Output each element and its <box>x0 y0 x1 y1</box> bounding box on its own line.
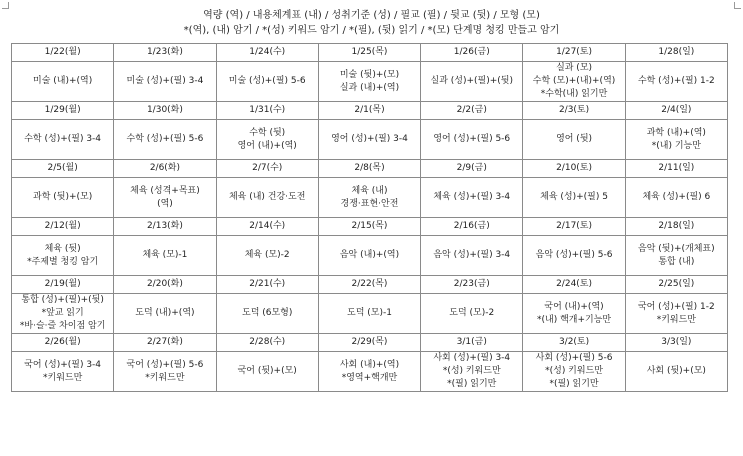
legend-header <box>0 8 743 38</box>
date-cell: 1/22(월) <box>12 44 114 62</box>
date-cell: 2/24(토) <box>523 276 625 294</box>
task-line: *바·슬·즐 차이점 암기 <box>19 321 106 331</box>
task-cell <box>523 352 625 392</box>
task-cell <box>318 352 420 392</box>
task-cell <box>625 62 727 102</box>
date-cell: 3/3(일) <box>625 334 727 352</box>
task-cell <box>12 294 114 334</box>
task-line: 미술 (내)+(역) <box>33 76 93 86</box>
task-line: *영역+핵개만 <box>341 372 398 383</box>
task-cell <box>421 294 523 334</box>
task-line: 음악 (뒷)+(개체표) <box>638 243 715 254</box>
date-cell: 1/28(일) <box>625 44 727 62</box>
task-line: 체육 (성)+(필) 6 <box>642 192 711 202</box>
task-line: 도덕 (모)-2 <box>449 308 495 318</box>
task-cell <box>12 62 114 102</box>
task-line: 체육 (성)+(필) 5 <box>540 192 608 202</box>
task-cell <box>523 62 625 102</box>
date-cell: 2/9(금) <box>421 160 523 178</box>
task-line: 수학 (모)+(내)+(역) <box>532 76 616 86</box>
task-line: *키워드만 <box>656 314 696 325</box>
task-cell <box>12 236 114 276</box>
legend-line-1: 역량 (역) / 내용체계표 (내) / 성취기준 (성) / 필교 (필) / 뒷교 (뒷) / 모형 (모) <box>203 10 540 21</box>
date-cell: 2/22(목) <box>318 276 420 294</box>
task-line: *(내) 기능만 <box>651 140 701 151</box>
date-cell: 3/1(금) <box>421 334 523 352</box>
task-line: 수학 (성)+(필) 5-6 <box>126 134 204 144</box>
task-cell <box>12 178 114 218</box>
legend-line-2: *(역), (내) 암기 / *(성) 키워드 암기 / *(필), (뒷) 읽기 / *(모) 단계명 청킹 만들고 암기 <box>183 25 560 36</box>
date-cell: 2/26(월) <box>12 334 114 352</box>
task-line: *(필) 읽기만 <box>447 379 497 389</box>
date-cell: 2/1(목) <box>318 102 420 120</box>
task-cell <box>625 178 727 218</box>
task-line: 체육 (내) <box>351 185 388 196</box>
date-cell: 2/14(수) <box>216 218 318 236</box>
task-line: *(필) 읽기만 <box>549 379 599 389</box>
task-cell <box>318 236 420 276</box>
date-cell: 1/26(금) <box>421 44 523 62</box>
date-cell: 2/28(수) <box>216 334 318 352</box>
task-cell <box>114 62 216 102</box>
task-cell <box>523 236 625 276</box>
task-cell <box>114 352 216 392</box>
date-cell: 2/10(토) <box>523 160 625 178</box>
task-line: 도덕 (6모형) <box>242 308 293 318</box>
task-line: 미술 (뒷)+(모) <box>339 69 400 80</box>
task-cell <box>114 294 216 334</box>
task-cell <box>114 178 216 218</box>
task-line: 과학 (내)+(역) <box>646 127 706 138</box>
task-line: 사회 (성)+(필) 5-6 <box>535 353 613 363</box>
task-row <box>12 236 728 276</box>
task-line: 사회 (성)+(필) 3-4 <box>433 353 511 363</box>
task-line: 체육 (성격+목표) <box>130 185 200 196</box>
date-cell: 2/5(월) <box>12 160 114 178</box>
date-cell: 2/19(월) <box>12 276 114 294</box>
task-cell <box>12 352 114 392</box>
task-cell <box>216 178 318 218</box>
date-row <box>12 334 728 352</box>
date-cell: 2/18(일) <box>625 218 727 236</box>
task-line: 통합 (내) <box>658 256 695 267</box>
task-line: 국어 (성)+(필) 3-4 <box>24 359 102 370</box>
date-cell: 2/15(목) <box>318 218 420 236</box>
task-line: 수학 (성)+(필) 1-2 <box>637 76 715 86</box>
study-schedule-table <box>11 43 728 392</box>
date-cell: 1/24(수) <box>216 44 318 62</box>
task-cell <box>216 62 318 102</box>
task-cell <box>421 352 523 392</box>
date-row <box>12 218 728 236</box>
task-cell <box>523 120 625 160</box>
date-cell: 2/6(화) <box>114 160 216 178</box>
task-line: *(성) 키워드만 <box>442 366 501 376</box>
task-line: 체육 (뒷) <box>44 243 81 254</box>
task-cell <box>216 294 318 334</box>
task-cell <box>421 120 523 160</box>
task-cell <box>625 236 727 276</box>
task-cell <box>216 352 318 392</box>
task-line: 국어 (성)+(필) 1-2 <box>637 301 715 312</box>
task-line: 국어 (내)+(역) <box>544 301 604 312</box>
date-cell: 1/23(화) <box>114 44 216 62</box>
task-cell <box>114 236 216 276</box>
date-cell: 1/31(수) <box>216 102 318 120</box>
date-row <box>12 44 728 62</box>
task-line: 수학 (뒷) <box>249 127 286 138</box>
task-row <box>12 120 728 160</box>
date-cell: 2/23(금) <box>421 276 523 294</box>
date-cell: 1/30(화) <box>114 102 216 120</box>
task-cell <box>625 294 727 334</box>
task-row <box>12 62 728 102</box>
task-line: 영어 (성)+(필) 5-6 <box>433 134 511 144</box>
date-cell: 2/11(일) <box>625 160 727 178</box>
task-cell <box>421 236 523 276</box>
task-line: 체육 (모)-2 <box>244 250 290 260</box>
task-line: 음악 (성)+(필) 5-6 <box>535 250 613 260</box>
task-line: 국어 (성)+(필) 5-6 <box>126 359 204 370</box>
date-cell: 2/29(목) <box>318 334 420 352</box>
task-line: 영어 (내)+(역) <box>237 140 297 151</box>
task-line: 도덕 (모)-1 <box>347 308 392 318</box>
date-cell: 2/3(토) <box>523 102 625 120</box>
task-line: 음악 (내)+(역) <box>339 250 400 260</box>
date-row <box>12 160 728 178</box>
date-cell: 2/25(일) <box>625 276 727 294</box>
task-cell <box>12 120 114 160</box>
task-line: 도덕 (내)+(역) <box>135 308 195 318</box>
task-line: 경쟁·표현·안전 <box>340 198 399 209</box>
task-line: *키워드만 <box>43 372 83 383</box>
task-row <box>12 294 728 334</box>
task-cell <box>318 120 420 160</box>
date-cell: 2/4(일) <box>625 102 727 120</box>
task-line: 음악 (성)+(필) 3-4 <box>433 250 511 260</box>
task-line: *수학(내) 읽기만 <box>540 89 608 99</box>
task-cell <box>523 294 625 334</box>
date-cell: 2/21(수) <box>216 276 318 294</box>
task-line: (역) <box>157 198 173 209</box>
task-cell <box>421 62 523 102</box>
task-line: 미술 (성)+(필) 3-4 <box>126 76 204 86</box>
date-cell: 2/2(금) <box>421 102 523 120</box>
task-line: 실과 (모) <box>556 63 593 73</box>
date-cell: 2/8(목) <box>318 160 420 178</box>
task-cell <box>318 178 420 218</box>
task-line: 국어 (뒷)+(모) <box>237 366 297 376</box>
task-line: *(성) 키워드만 <box>545 366 603 376</box>
date-cell: 1/27(토) <box>523 44 625 62</box>
task-line: 수학 (성)+(필) 3-4 <box>24 134 102 144</box>
date-cell: 1/25(목) <box>318 44 420 62</box>
task-line: 체육 (성)+(필) 3-4 <box>433 192 511 202</box>
task-cell <box>318 294 420 334</box>
task-line: 미술 (성)+(필) 5-6 <box>228 76 306 86</box>
task-line: 실과 (내)+(역) <box>339 82 400 93</box>
task-cell <box>216 120 318 160</box>
date-row <box>12 276 728 294</box>
date-cell: 2/7(수) <box>216 160 318 178</box>
task-cell <box>318 62 420 102</box>
task-line: 영어 (성)+(필) 3-4 <box>331 134 408 144</box>
task-cell <box>523 178 625 218</box>
task-cell <box>625 120 727 160</box>
date-cell: 3/2(토) <box>523 334 625 352</box>
task-line: 과학 (뒷)+(모) <box>33 192 93 202</box>
date-cell: 2/12(월) <box>12 218 114 236</box>
date-cell: 2/27(화) <box>114 334 216 352</box>
date-row <box>12 102 728 120</box>
date-cell: 2/20(화) <box>114 276 216 294</box>
task-cell <box>114 120 216 160</box>
task-line: *(내) 핵개+기능만 <box>537 314 612 325</box>
task-line: 체육 (모)-1 <box>142 250 188 260</box>
task-row <box>12 352 728 392</box>
task-line: 사회 (내)+(역) <box>339 359 400 370</box>
date-cell: 2/16(금) <box>421 218 523 236</box>
date-cell: 2/17(토) <box>523 218 625 236</box>
task-line: 사회 (뒷)+(모) <box>646 366 706 376</box>
task-line: 통합 (성)+(필)+(뒷) <box>21 295 104 305</box>
date-cell: 1/29(월) <box>12 102 114 120</box>
task-line: *앞교 읽기 <box>41 308 84 318</box>
task-line: *키워드만 <box>145 372 185 383</box>
task-line: 영어 (뒷) <box>556 134 593 144</box>
task-cell <box>421 178 523 218</box>
task-cell <box>625 352 727 392</box>
task-line: *주제별 청킹 암기 <box>27 256 99 267</box>
task-line: 실과 (성)+(필)+(뒷) <box>430 76 513 86</box>
task-cell <box>216 236 318 276</box>
task-line: 체육 (내) 건강·도전 <box>228 192 306 202</box>
task-row <box>12 178 728 218</box>
date-cell: 2/13(화) <box>114 218 216 236</box>
